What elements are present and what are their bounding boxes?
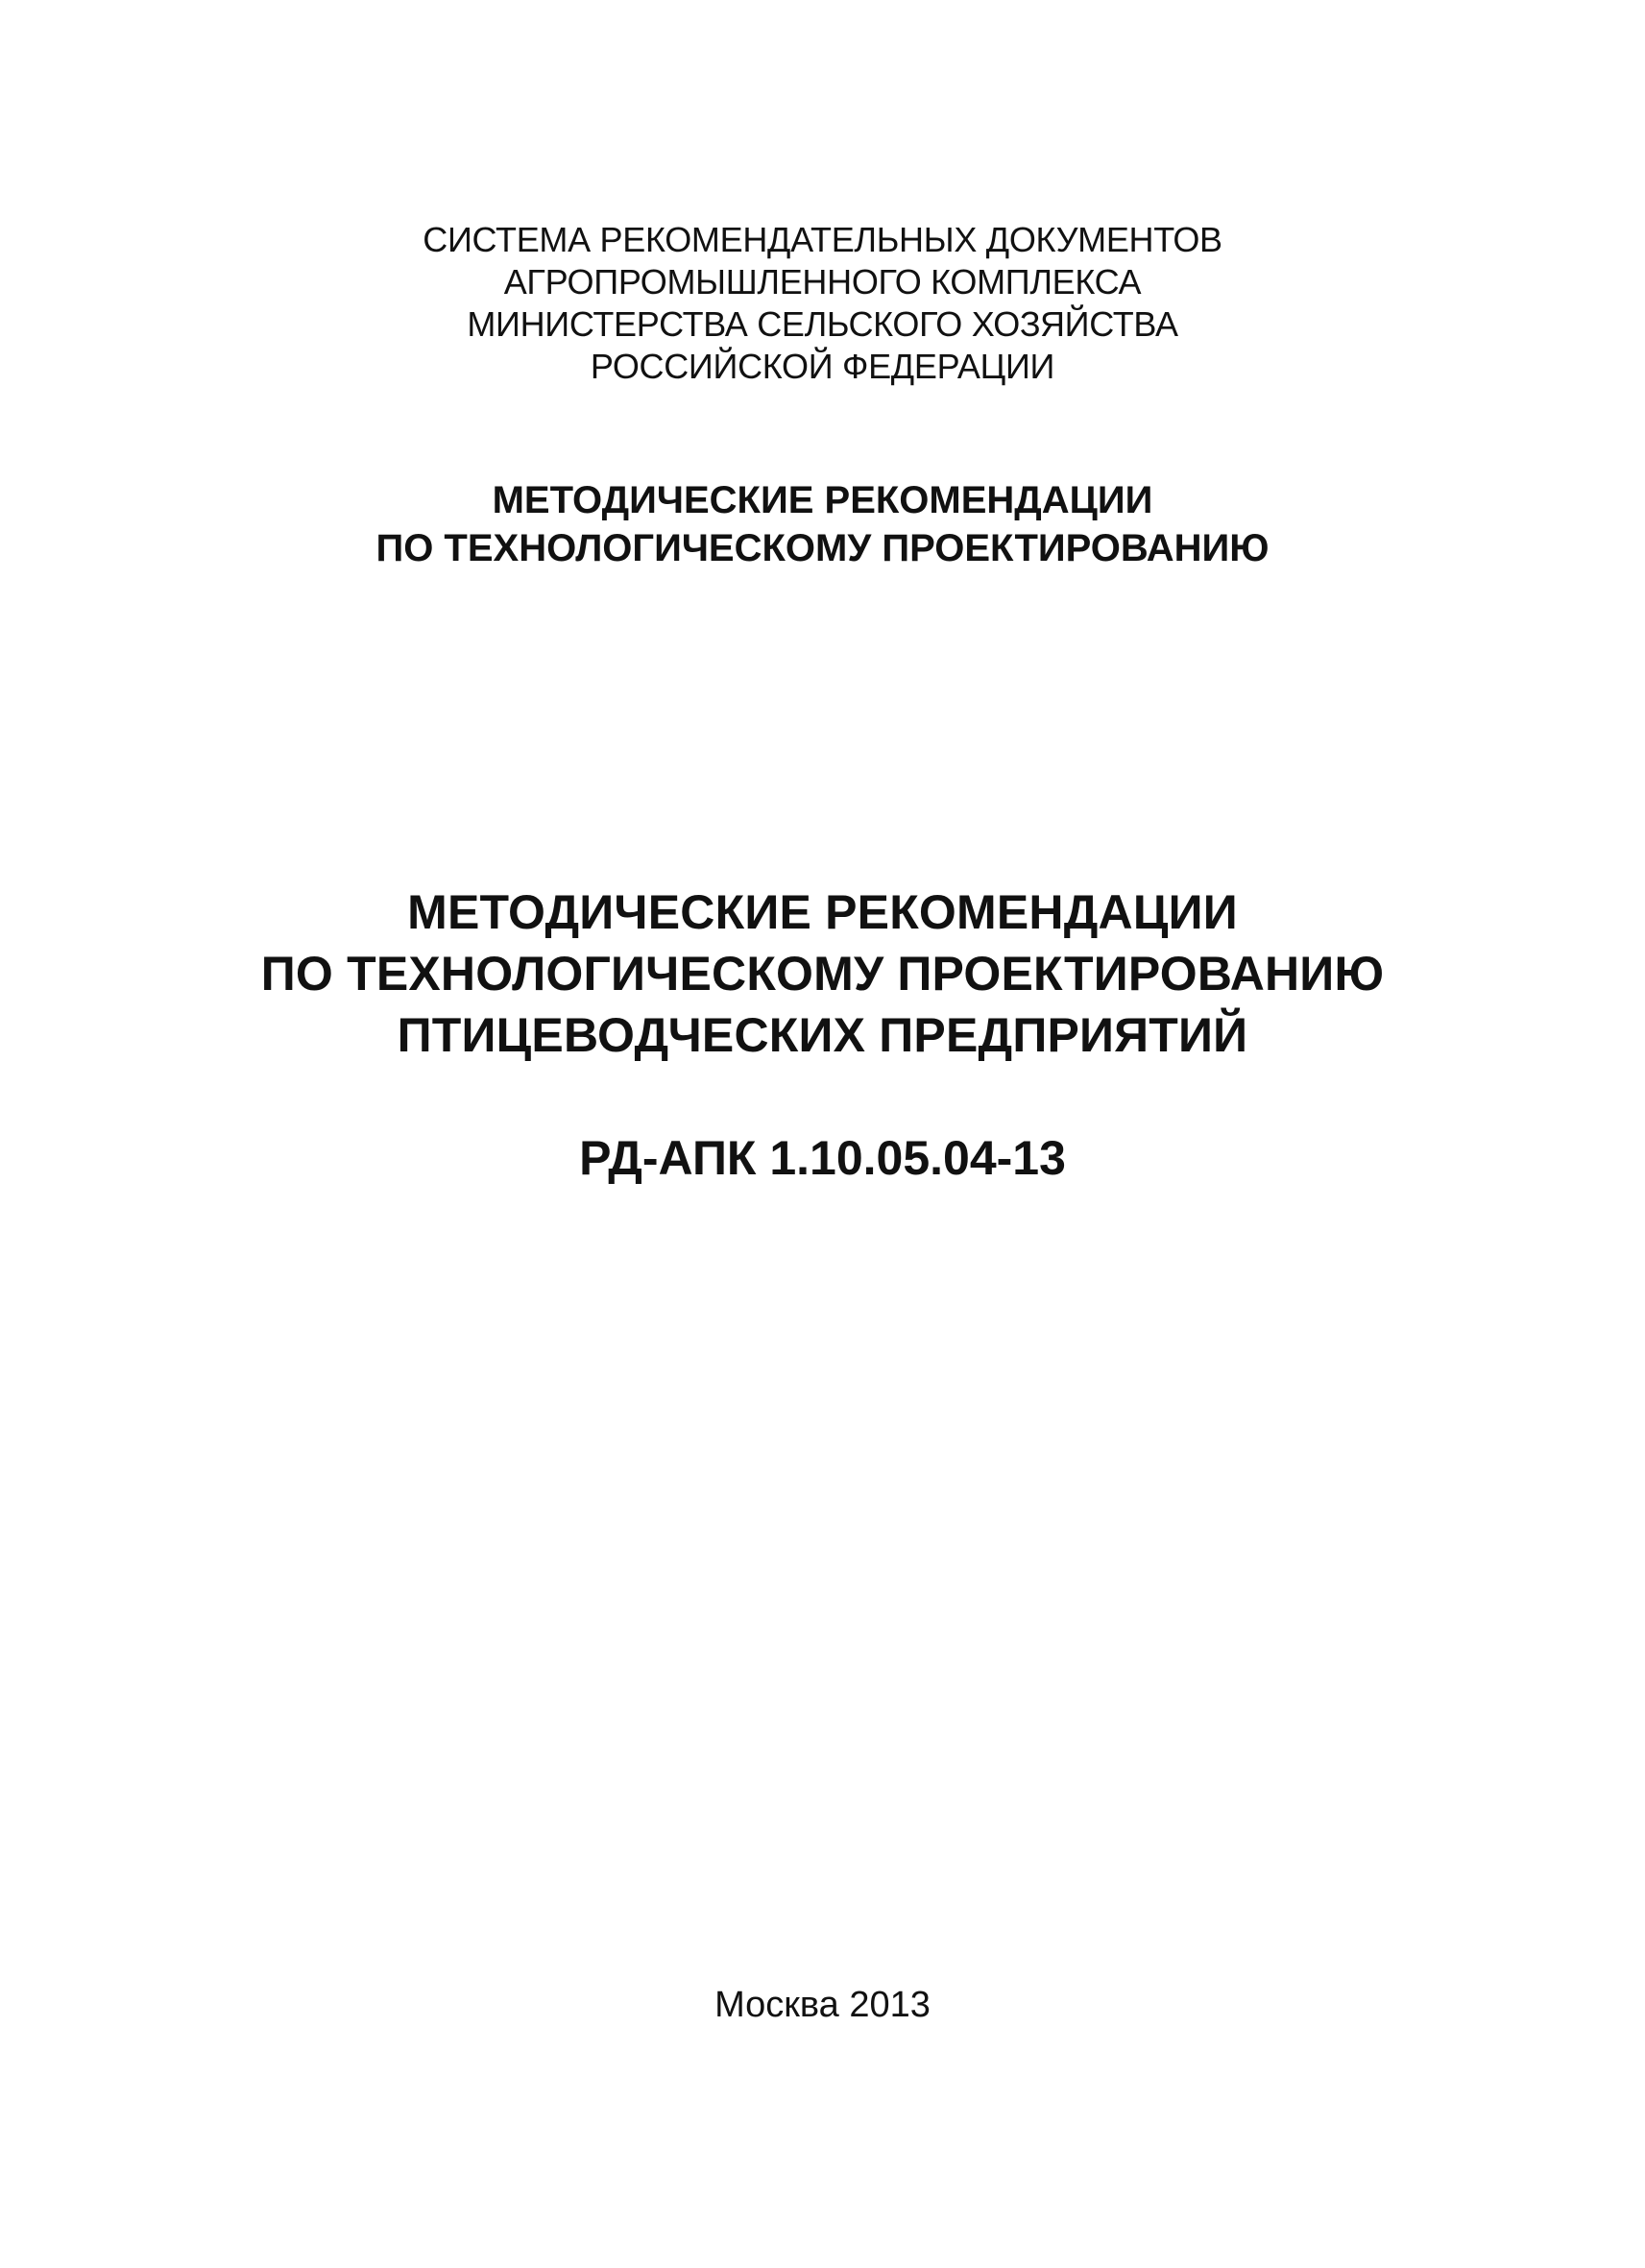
- system-line-2: АГРОПРОМЫШЛЕННОГО КОМПЛЕКСА: [503, 262, 1142, 302]
- title-line-1: МЕТОДИЧЕСКИЕ РЕКОМЕНДАЦИИ: [407, 885, 1238, 939]
- series-line-1: МЕТОДИЧЕСКИЕ РЕКОМЕНДАЦИИ: [492, 479, 1153, 521]
- title-line-3: ПТИЦЕВОДЧЕСКИХ ПРЕДПРИЯТИЙ: [397, 1008, 1248, 1062]
- place-and-year: Москва 2013: [714, 1985, 931, 2025]
- system-line-1: СИСТЕМА РЕКОМЕНДАТЕЛЬНЫХ ДОКУМЕНТОВ: [423, 220, 1222, 259]
- system-line-4: РОССИЙСКОЙ ФЕДЕРАЦИИ: [590, 347, 1055, 386]
- series-line-2: ПО ТЕХНОЛОГИЧЕСКОМУ ПРОЕКТИРОВАНИЮ: [375, 527, 1270, 569]
- document-title: [0, 881, 1645, 1066]
- series-header: [0, 476, 1645, 572]
- system-line-3: МИНИСТЕРСТВА СЕЛЬСКОГО ХОЗЯЙСТВА: [467, 304, 1178, 344]
- issuing-system-header: [0, 219, 1645, 388]
- title-line-2: ПО ТЕХНОЛОГИЧЕСКОМУ ПРОЕКТИРОВАНИЮ: [260, 947, 1385, 1001]
- document-code: РД-АПК 1.10.05.04-13: [579, 1131, 1066, 1185]
